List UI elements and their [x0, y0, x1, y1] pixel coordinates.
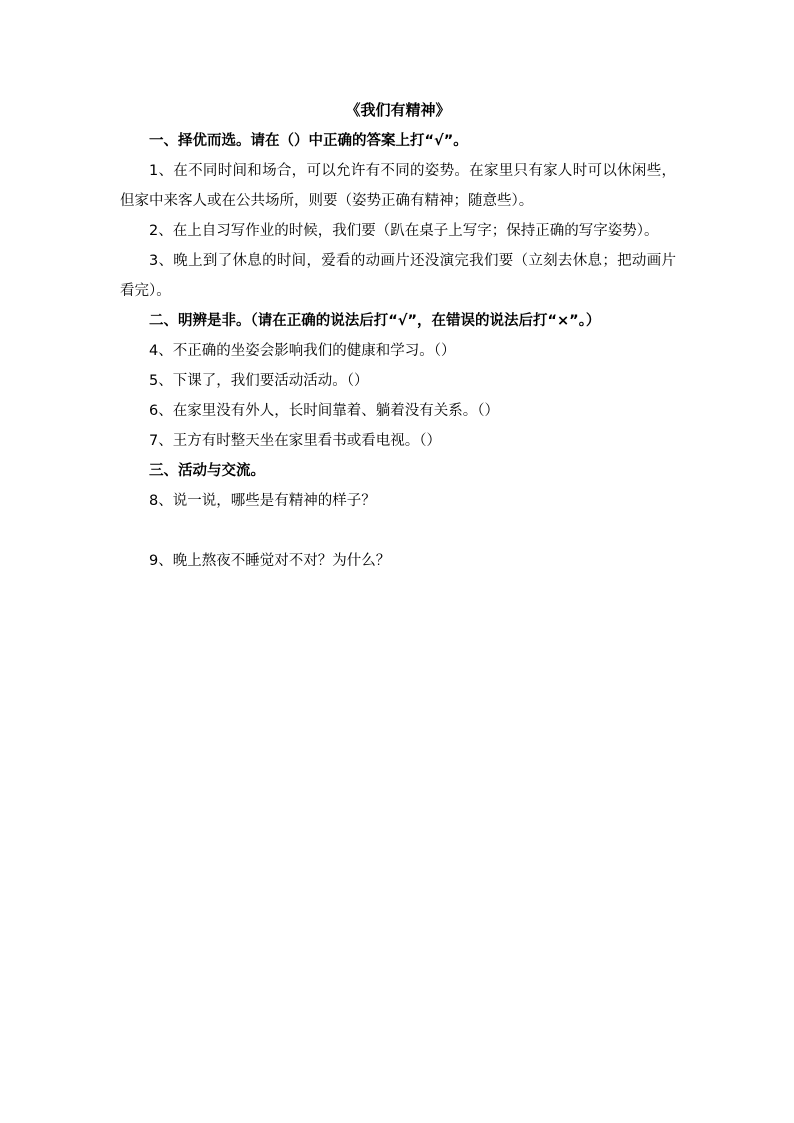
section-1-heading: 一、择优而选。请在（）中正确的答案上打“√”。: [149, 133, 468, 149]
question-3: 3、晚上到了休息的时间，爱看的动画片还没演完我们要（立刻去休息；把动画片看完）。: [120, 253, 676, 299]
question-1: 1、在不同时间和场合，可以允许有不同的姿势。在家里只有家人时可以休闲些，但家中来客人或在公共场所，则要（姿势正确有精神；随意些）。: [120, 163, 676, 209]
question-9: 9、晚上熬夜不睡觉对不对？为什么？: [149, 553, 391, 569]
question-4: 4、不正确的坐姿会影响我们的健康和学习。（）: [149, 343, 456, 359]
document-title: 《我们有精神》: [345, 101, 451, 119]
question-7: 7、王方有时整天坐在家里看书或看电视。（）: [149, 433, 441, 449]
question-6: 6、在家里没有外人，长时间靠着、躺着没有关系。（）: [149, 403, 499, 419]
question-5: 5、下课了，我们要活动活动。（）: [149, 373, 369, 389]
question-2: 2、在上自习写作业的时候，我们要（趴在桌子上写字；保持正确的写字姿势）。: [149, 223, 659, 239]
section-3-heading: 三、活动与交流。: [149, 463, 265, 479]
section-2-heading: 二、明辨是非。（请在正确的说法后打“√”，在错误的说法后打“×”。）: [149, 313, 601, 329]
question-8: 8、说一说，哪些是有精神的样子？: [149, 493, 376, 509]
document-page: [120, 96, 676, 576]
